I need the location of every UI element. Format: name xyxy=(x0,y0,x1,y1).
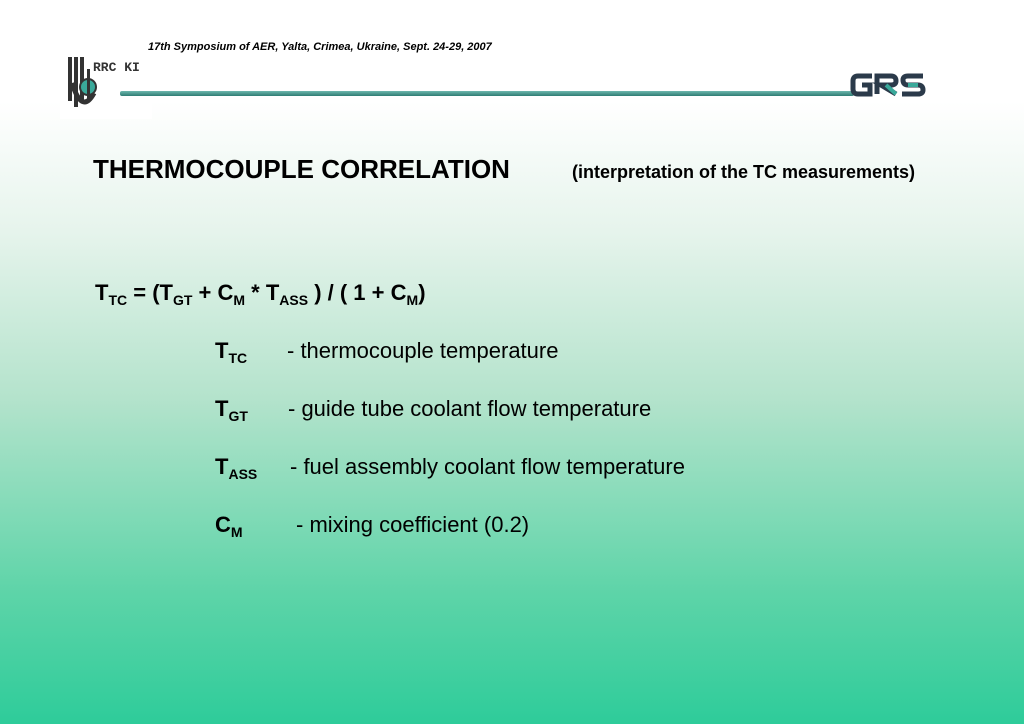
header-divider xyxy=(120,91,854,96)
grs-logo-icon xyxy=(850,70,926,100)
grs-logo xyxy=(850,70,926,105)
definition-symbol-tgt: $T_{GT}$ xyxy=(215,396,248,424)
definition-text-cm: - mixing coefficient (0.2) xyxy=(296,512,530,537)
definition-text-tgt: - guide tube coolant flow temperature xyxy=(288,396,652,421)
definition-text-ttc: - thermocouple temperature xyxy=(287,338,559,363)
definition-symbol-ttc: $T_{TC}$ xyxy=(215,338,248,366)
page-title: THERMOCOUPLE CORRELATION xyxy=(93,154,510,184)
definition-symbol-tass: $T_{ASS}$ xyxy=(215,454,258,482)
rrc-ki-logo xyxy=(60,53,152,119)
definition-symbol-cm: $C_M$ xyxy=(215,512,243,540)
definition-text-tass: - fuel assembly coolant flow temperature xyxy=(290,454,685,479)
correlation-formula: $T_{TC} = (T_{GT} + C_M * T_{ASS}$ ) / ( $1 + C_M$) xyxy=(95,280,426,308)
rrc-ki-logo-text: RRC KI xyxy=(93,60,140,75)
symposium-note: 17th Symposium of AER, Yalta, Crimea, Ukraine, Sept. 24-29, 2007 xyxy=(148,41,492,53)
page-subtitle: (interpretation of the TC measurements) xyxy=(572,162,916,182)
